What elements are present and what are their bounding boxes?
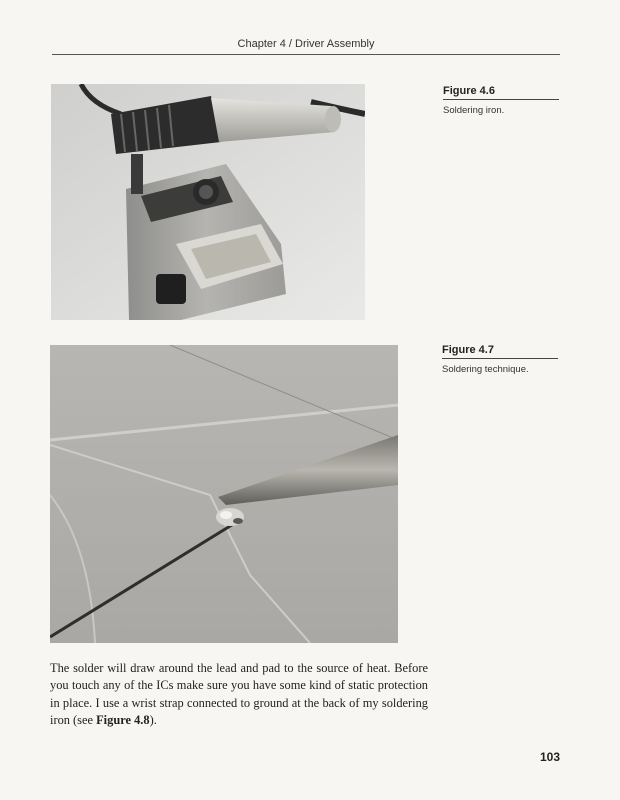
header-rule <box>52 54 560 55</box>
figure-4-6-caption <box>443 85 559 116</box>
figure-4-6-text: Soldering iron. <box>443 105 505 116</box>
figure-reference: Figure 4.8 <box>96 713 150 728</box>
figure-4-7-caption <box>442 344 558 375</box>
figure-4-7-text: Soldering technique. <box>442 364 529 375</box>
figure-4-7-number: Figure 4.7 <box>442 344 558 359</box>
paragraph-text: The solder will draw around the lead and pad to the source of heat. Before you touch any of the ICs make sure you have some kind of static protection in place. I use a wrist strap connected to ground at the back of my soldering iron (see <box>50 661 428 728</box>
paragraph-end: ). <box>149 713 157 728</box>
figure-4-7-photo <box>50 345 398 643</box>
body-paragraph <box>50 660 428 730</box>
figure-4-6-number: Figure 4.6 <box>443 85 559 100</box>
figure-4-6-photo <box>51 84 365 320</box>
running-header: Chapter 4 / Driver Assembly <box>237 38 375 50</box>
page-number: 103 <box>539 750 560 764</box>
